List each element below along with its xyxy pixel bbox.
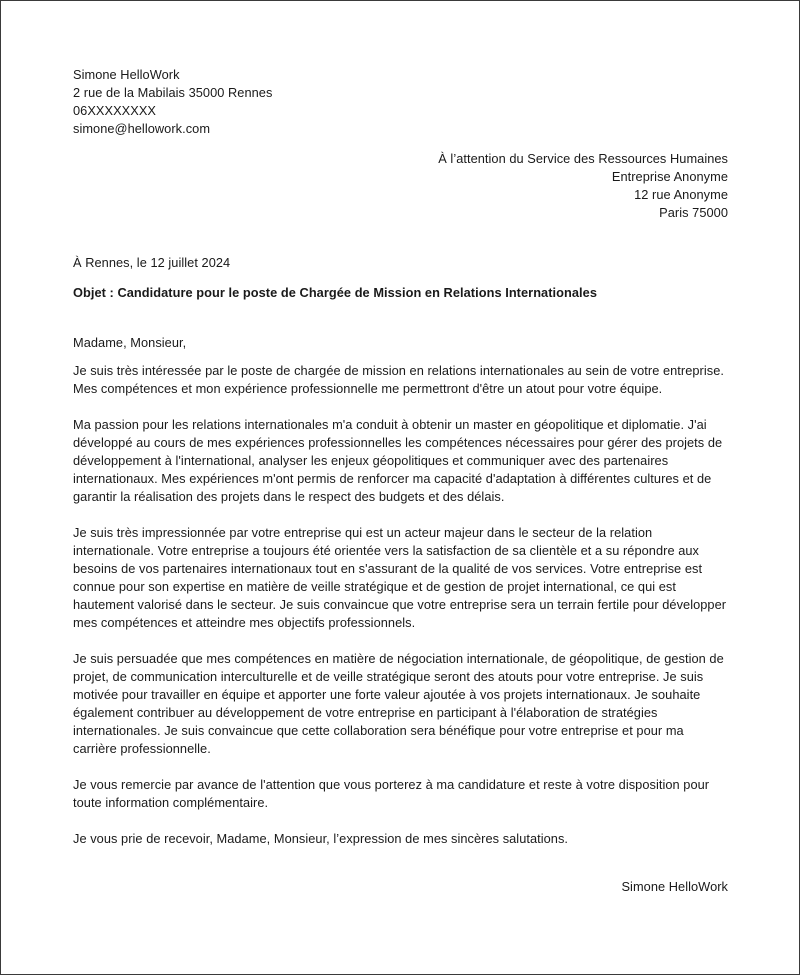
paragraph: [73, 650, 728, 758]
paragraph-line: toute information complémentaire.: [73, 795, 269, 810]
paragraph-line: mes compétences et atteindre mes objectifs professionnels.: [73, 615, 416, 630]
paragraph-line: garantir la réalisation des projets dans le respect des budgets et des délais.: [73, 489, 505, 504]
letter-content: [73, 66, 728, 896]
paragraph-line: Je suis très intéressée par le poste de chargée de mission en relations internationales au sein de votre entreprise.: [73, 363, 724, 378]
paragraph: [73, 776, 728, 812]
sender-email: simone@hellowork.com: [73, 121, 211, 136]
salutation: Madame, Monsieur,: [73, 335, 187, 350]
paragraph-line: Je vous remercie par avance de l'attention que vous porterez à ma candidature et reste à votre disposition pour: [73, 777, 710, 792]
recipient-company: Entreprise Anonyme: [611, 169, 728, 184]
paragraph-line: internationales. Je suis convaincue que cette collaboration sera bénéfique pour votre entreprise et pour ma: [73, 723, 684, 738]
recipient-city: Paris 75000: [659, 205, 728, 220]
closing-formula: Je vous prie de recevoir, Madame, Monsieur, l’expression de mes sincères salutations.: [73, 831, 569, 846]
paragraph-line: internationaux. Mes expériences m'ont permis de renforcer ma capacité d'adaptation à différentes cultures et de: [73, 471, 712, 486]
paragraph-line: Je suis très impressionnée par votre entreprise qui est un acteur majeur dans le secteur de la relation: [73, 525, 653, 540]
paragraph-line: développement à l'international, analyser les enjeux géopolitiques et communiquer avec des partenaires: [73, 453, 669, 468]
paragraph: [73, 416, 728, 506]
recipient-block: [73, 150, 728, 222]
paragraph-line: Je suis persuadée que mes compétences en matière de négociation internationale, de géopolitique, de gestion de: [73, 651, 724, 666]
paragraph-line: également contribuer au développement de votre entreprise en participant à l'élaboration de stratégies: [73, 705, 658, 720]
paragraph-line: internationale. Votre entreprise a toujours été orientée vers la satisfaction de sa clientèle et a su répondre aux: [73, 543, 700, 558]
paragraph-line: connue pour son expertise en matière de veille stratégique et de gestion de projet international, ce qui est: [73, 579, 676, 594]
sender-name: Simone HelloWork: [73, 67, 180, 82]
paragraph-line: motivée pour travailler en équipe et apporter une forte valeur ajoutée à vos projets internationaux. Je souhaite: [73, 687, 701, 702]
paragraph-line: besoins de vos partenaires internationaux tout en s'assurant de la qualité de vos services. Votre entreprise est: [73, 561, 703, 576]
paragraph-line: carrière professionnelle.: [73, 741, 211, 756]
paragraph-line: développé au cours de mes expériences professionnelles les compétences nécessaires pour gérer des projets de: [73, 435, 723, 450]
paragraph: [73, 362, 728, 398]
date-line: À Rennes, le 12 juillet 2024: [73, 255, 231, 270]
paragraph-line: projet, de communication interculturelle et de veille stratégique seront des atouts pour votre entreprise. Je suis: [73, 669, 704, 684]
paragraph-line: hautement valorisé dans le secteur. Je suis convaincue que votre entreprise sera un terrain fertile pour développer: [73, 597, 727, 612]
sender-address: 2 rue de la Mabilais 35000 Rennes: [73, 85, 273, 100]
paragraph-line: Mes compétences et mon expérience professionnelle me permettront d'être un atout pour votre équipe.: [73, 381, 663, 396]
subject-line: Objet : Candidature pour le poste de Chargée de Mission en Relations Internationales: [73, 285, 597, 300]
sender-block: [73, 66, 728, 138]
sender-phone: 06XXXXXXXX: [73, 103, 157, 118]
signature: Simone HelloWork: [621, 879, 728, 894]
paragraph: [73, 524, 728, 632]
recipient-street: 12 rue Anonyme: [634, 187, 728, 202]
paragraph-line: Ma passion pour les relations internationales m'a conduit à obtenir un master en géopolitique et diplomatie. J'ai: [73, 417, 707, 432]
letter-body: [73, 362, 728, 812]
recipient-attention: À l’attention du Service des Ressources Humaines: [438, 151, 728, 166]
